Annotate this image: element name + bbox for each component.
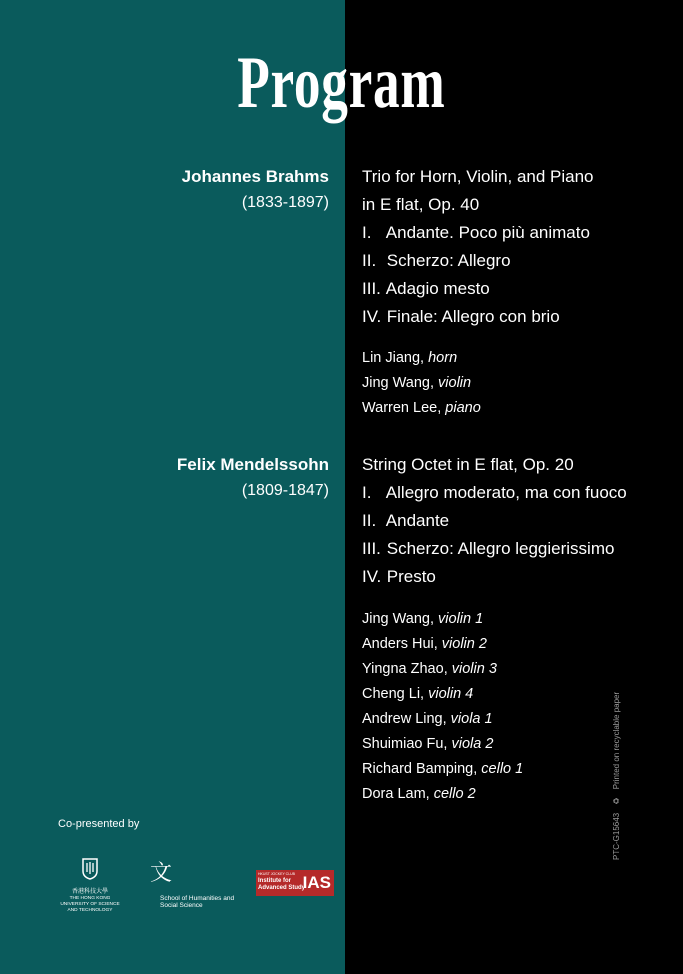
performer xyxy=(362,607,523,632)
performer-name: Warren Lee, xyxy=(362,400,446,416)
movement-title: Allegro moderato, ma con fuoco xyxy=(385,483,627,502)
performer-role: horn xyxy=(428,350,458,366)
movement xyxy=(362,535,627,563)
page-title: Program xyxy=(237,42,446,124)
performer xyxy=(362,657,523,682)
movement xyxy=(362,247,594,275)
hkust-logo xyxy=(55,858,125,914)
performer-name: Richard Bamping, xyxy=(362,761,482,777)
movement-title: Scherzo: Allegro xyxy=(386,251,511,270)
ias-institute-line: Advanced Study xyxy=(258,885,306,891)
performer xyxy=(362,732,523,757)
movement-number: III. xyxy=(362,539,381,558)
performer-name: Dora Lam, xyxy=(362,786,434,802)
performer xyxy=(362,396,481,421)
work-block-mendelssohn xyxy=(362,451,627,591)
performer xyxy=(362,757,523,782)
performer xyxy=(362,346,481,371)
ias-institute-line: Institute for xyxy=(258,878,291,884)
performer-role: cello 1 xyxy=(481,761,524,777)
hkust-shield-icon xyxy=(82,858,98,880)
movement-title: Scherzo: Allegro leggierissimo xyxy=(386,539,615,558)
performer-role: violin 4 xyxy=(428,686,474,702)
work-title-line: Trio for Horn, Violin, and Piano xyxy=(362,167,594,186)
performer-role: viola 1 xyxy=(450,711,493,727)
movement xyxy=(362,219,594,247)
performer-name: Lin Jiang, xyxy=(362,350,429,366)
ias-small-text: HKUST JOCKEY CLUB xyxy=(258,872,296,876)
recycle-icon: ♻ xyxy=(612,797,621,805)
composer-name: Johannes Brahms xyxy=(181,167,329,186)
performer-role: cello 2 xyxy=(433,786,476,802)
performer-list-mendelssohn xyxy=(362,607,523,807)
performer-name: Cheng Li, xyxy=(362,686,429,702)
shss-mark-icon: 文 xyxy=(150,861,173,886)
movement xyxy=(362,563,627,591)
composer-dates: (1833-1897) xyxy=(241,194,329,211)
ias-abbreviation: IAS xyxy=(302,873,331,892)
performer xyxy=(362,682,523,707)
movement xyxy=(362,275,594,303)
movement xyxy=(362,479,627,507)
movement-number: II. xyxy=(362,251,377,270)
work-title-line: String Octet in E flat, Op. 20 xyxy=(362,455,574,474)
performer-role: violin 2 xyxy=(441,636,487,652)
print-code: PTC-G15643 xyxy=(612,812,621,860)
movement-number: II. xyxy=(362,511,377,530)
performer-role: violin 1 xyxy=(438,611,484,627)
performer-name: Jing Wang, xyxy=(362,611,439,627)
performer-name: Yingna Zhao, xyxy=(362,661,452,677)
shss-text xyxy=(160,895,234,909)
performer-role: piano xyxy=(445,400,481,416)
movement-number: I. xyxy=(362,483,372,502)
print-note-text: Printed on recyclable paper xyxy=(612,691,621,790)
work-block-brahms xyxy=(362,163,594,331)
shss-text-line: Social Science xyxy=(160,902,203,909)
movement-number: IV. xyxy=(362,567,382,586)
composer-block-mendelssohn xyxy=(177,454,329,503)
performer xyxy=(362,371,481,396)
movement-number: I. xyxy=(362,223,372,242)
hkust-english-line: THE HONG KONG xyxy=(69,896,111,901)
movement-title: Finale: Allegro con brio xyxy=(386,307,560,326)
ias-institute-text xyxy=(258,878,305,892)
performer-role: violin xyxy=(438,375,472,391)
print-note xyxy=(612,692,621,860)
performer-role: violin 3 xyxy=(451,661,497,677)
movement-title: Presto xyxy=(386,567,436,586)
movement-title: Andante. Poco più animato xyxy=(385,223,590,242)
composer-dates: (1809-1847) xyxy=(241,482,329,499)
composer-block-brahms xyxy=(182,166,329,215)
shss-text-line: School of Humanities and xyxy=(160,895,235,902)
movement xyxy=(362,303,594,331)
movement-number: IV. xyxy=(362,307,382,326)
hkust-english-line: AND TECHNOLOGY xyxy=(67,908,113,913)
hkust-english-line: UNIVERSITY OF SCIENCE xyxy=(60,902,120,907)
hkust-chinese-name: 香港科技大學 xyxy=(71,889,108,895)
performer-list-brahms xyxy=(362,346,481,421)
performer-name: Shuimiao Fu, xyxy=(362,736,452,752)
ias-logo xyxy=(256,870,334,896)
performer xyxy=(362,632,523,657)
performer-name: Andrew Ling, xyxy=(362,711,451,727)
movement xyxy=(362,507,627,535)
movement-number: III. xyxy=(362,279,381,298)
performer-name: Jing Wang, xyxy=(362,375,439,391)
performer xyxy=(362,707,523,732)
movement-title: Adagio mesto xyxy=(385,279,490,298)
movement-title: Andante xyxy=(385,511,450,530)
co-presented-label: Co-presented by xyxy=(58,818,140,830)
performer-name: Anders Hui, xyxy=(362,636,442,652)
performer-role: viola 2 xyxy=(451,736,494,752)
work-title-line: in E flat, Op. 40 xyxy=(362,195,480,214)
performer xyxy=(362,782,523,807)
composer-name: Felix Mendelssohn xyxy=(176,455,329,474)
